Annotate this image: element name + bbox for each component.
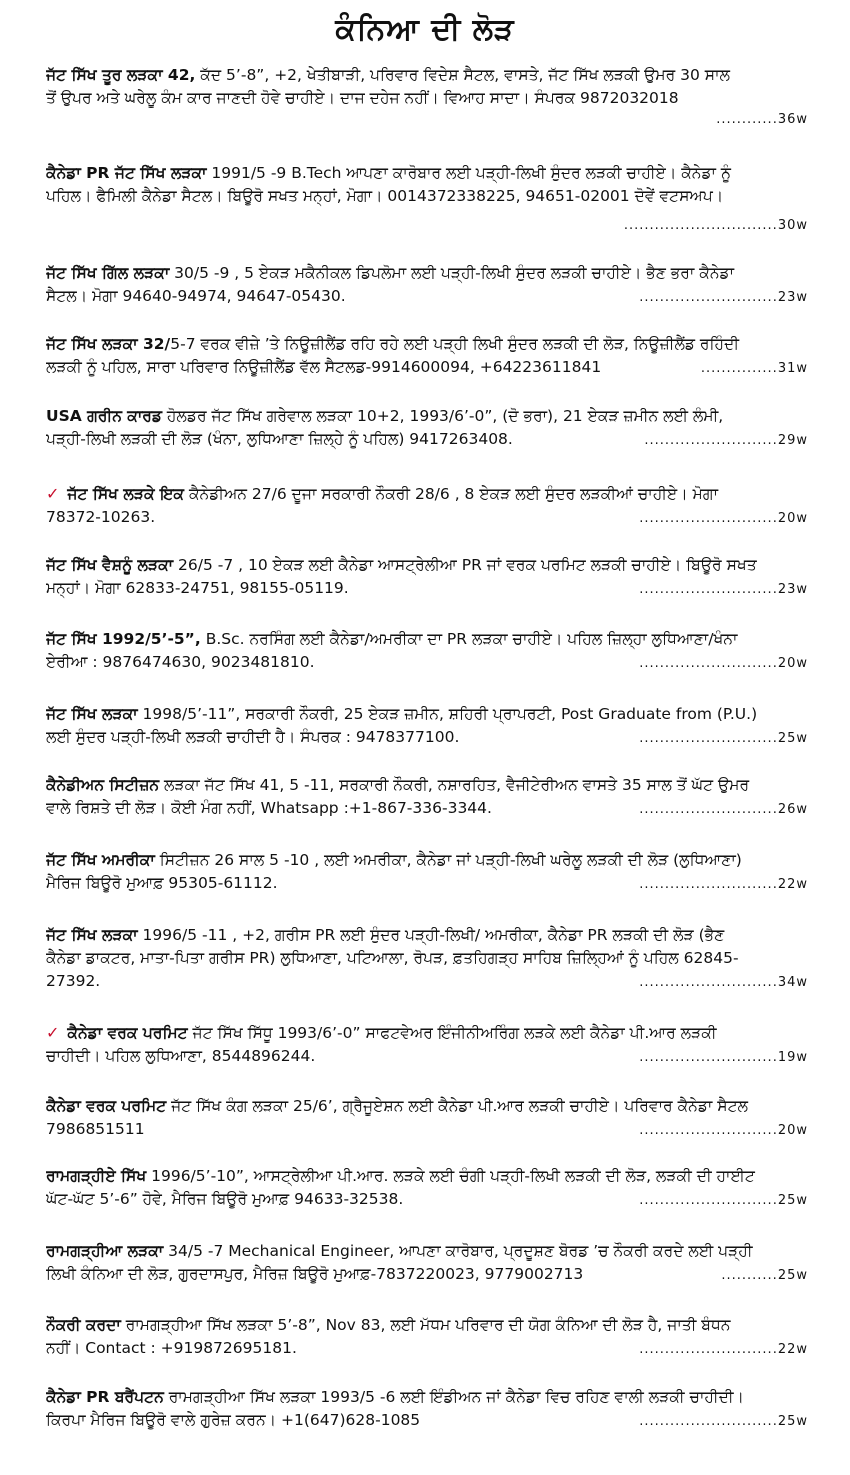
check-icon: ✓	[46, 484, 60, 503]
ad-lead: ਜੱਟ ਸਿੱਖ ਲੜਕੇ ਇਕ	[67, 485, 185, 503]
ad-code: ...............31w	[700, 361, 808, 376]
ad-lead: ਜੱਟ ਸਿੱਖ ਲੜਕਾ	[46, 926, 138, 944]
ad-lead: ਜੱਟ ਸਿੱਖ ਲੜਕਾ 32/	[46, 335, 171, 353]
ad-code: ...........................23w	[639, 290, 808, 305]
ad-text-line2: 78372-10263.	[46, 508, 156, 526]
ad-text: ਰਾਮਗੜ੍ਹੀਆ ਸਿੱਖ ਲੜਕਾ 5’-8”, Nov 83, ਲਈ ਮੱਧਮ ਪਰਿਵਾਰ ਦੀ ਯੋਗ ਕੰਨਿਆ ਦੀ ਲੋੜ ਹੈ, ਜਾਤੀ ਬੰਧਨ	[120, 1316, 731, 1334]
ad-lead: ਕੈਨੇਡਾ ਵਰਕ ਪਰਮਿਟ	[46, 1097, 167, 1115]
ad-5	[46, 405, 808, 451]
ad-lead: ਜੱਟ ਸਿੱਖ 1992/5’-5”,	[46, 630, 201, 648]
ad-code: ..............................30w	[623, 218, 808, 233]
ad-text-line2: ਲਈ ਸੁੰਦਰ ਪੜ੍ਹੀ-ਲਿਖੀ ਲੜਕੀ ਚਾਹੀਦੀ ਹੈ। ਸੰਪਰਕ : 9478377100.	[46, 728, 460, 746]
ad-lead: ਰਾਮਗੜ੍ਹੀਏ ਸਿੱਖ	[46, 1167, 147, 1185]
ad-text: ਹੋਲਡਰ ਜੱਟ ਸਿੱਖ ਗਰੇਵਾਲ ਲੜਕਾ 10+2, 1993/6’-0”, (ਦੋ ਭਰਾ), 21 ਏਕੜ ਜ਼ਮੀਨ ਲਈ ਲੰਮੀ,	[161, 407, 724, 425]
ad-text: 5-7 ਵਰਕ ਵੀਜ਼ੇ ’ਤੇ ਨਿਊਜ਼ੀਲੈਂਡ ਰਹਿ ਰਹੇ ਲਈ ਪੜ੍ਹੀ ਲਿਖੀ ਸੁੰਦਰ ਲੜਕੀ ਦੀ ਲੋੜ, ਨਿਊਜ਼ੀਲੈਂਡ ਰਹਿੰਦੀ	[170, 335, 739, 353]
ad-text-line2: ਨਹੀਂ। Contact : +919872695181.	[46, 1339, 297, 1357]
ad-15	[46, 1165, 808, 1211]
ad-11	[46, 849, 808, 895]
ad-code: ...........................22w	[639, 877, 808, 892]
ad-1	[46, 64, 808, 130]
ad-code: ..........................29w	[644, 433, 808, 448]
ad-code: ...........................20w	[639, 1123, 808, 1138]
ad-code: ...........................20w	[639, 511, 808, 526]
ad-text-line2: ਘੱਟ-ਘੱਟ 5’-6” ਹੋਵੇ, ਮੈਰਿਜ ਬਿਊਰੋ ਮੁਆਫ਼ 94633-32538.	[46, 1190, 404, 1208]
ad-12	[46, 924, 808, 993]
ad-8	[46, 628, 808, 674]
ad-text-line2: ਤੋਂ ਉਪਰ ਅਤੇ ਘਰੇਲੂ ਕੰਮ ਕਾਰ ਜਾਣਦੀ ਹੋਵੇ ਚਾਹੀਏ। ਦਾਜ ਦਹੇਜ ਨਹੀਂ। ਵਿਆਹ ਸਾਦਾ। ਸੰਪਰਕ 9872032018	[46, 89, 679, 107]
ad-7	[46, 554, 808, 600]
ad-text: B.Sc. ਨਰਸਿੰਗ ਲਈ ਕੈਨੇਡਾ/ਅਮਰੀਕਾ ਦਾ PR ਲੜਕਾ ਚਾਹੀਏ। ਪਹਿਲ ਜ਼ਿਲ੍ਹਾ ਲੁਧਿਆਣਾ/ਖੰਨਾ	[200, 630, 738, 648]
ad-lead: ਜੱਟ ਸਿੱਖ ਗਿੱਲ ਲੜਕਾ	[46, 264, 170, 282]
ad-lead: ਜੱਟ ਸਿੱਖ ਤੂਰ ਲੜਕਾ 42,	[46, 66, 196, 84]
ad-text-line2: ਲਿਖੀ ਕੰਨਿਆ ਦੀ ਲੋੜ, ਗੁਰਦਾਸਪੁਰ, ਮੈਰਿਜ਼ ਬਿਊਰੋ ਮੁਆਫ਼-7837220023, 9779002713	[46, 1265, 584, 1283]
ad-lead: ਕੈਨੇਡਾ PR ਬਰੈਂਪਟਨ	[46, 1388, 164, 1406]
ad-13	[46, 1021, 808, 1068]
ad-code: ...........................25w	[639, 1414, 808, 1429]
ad-text: 26/5 -7 , 10 ਏਕੜ ਲਈ ਕੈਨੇਡਾ ਆਸਟ੍ਰੇਲੀਆ PR ਜਾਂ ਵਰਕ ਪਰਮਿਟ ਲੜਕੀ ਚਾਹੀਏ। ਬਿਊਰੋ ਸਖਤ	[173, 556, 757, 574]
ad-14	[46, 1095, 808, 1141]
ad-text: 34/5 -7 Mechanical Engineer, ਆਪਣਾ ਕਾਰੋਬਾਰ, ਪ੍ਰਦੂਸ਼ਣ ਬੋਰਡ ’ਚ ਨੌਕਰੀ ਕਰਦੇ ਲਈ ਪੜ੍ਹੀ	[163, 1242, 753, 1260]
ad-text-line2: ਪਹਿਲ। ਫੈਮਿਲੀ ਕੈਨੇਡਾ ਸੈਟਲ। ਬਿਊਰੋ ਸਖਤ ਮਨ੍ਹਾਂ, ਮੋਗਾ। 0014372338225, 94651-02001 ਦੋਵੇਂ ਵਟਸਅਪ।	[46, 187, 724, 205]
ad-lead: ਨੌਕਰੀ ਕਰਦਾ	[46, 1316, 121, 1334]
ad-lead: ਕੈਨੇਡਾ PR ਜੱਟ ਸਿੱਖ ਲੜਕਾ	[46, 164, 207, 182]
ad-text-line2: ਵਾਲੇ ਰਿਸ਼ਤੇ ਦੀ ਲੋੜ। ਕੋਈ ਮੰਗ ਨਹੀਂ, Whatsapp :+1-867-336-3344.	[46, 799, 492, 817]
ad-lead: ਜੱਟ ਸਿੱਖ ਅਮਰੀਕਾ	[46, 851, 155, 869]
ad-10	[46, 774, 808, 820]
ad-code: ...........................22w	[639, 1342, 808, 1357]
ad-text: 1998/5’-11”, ਸਰਕਾਰੀ ਨੌਕਰੀ, 25 ਏਕੜ ਜ਼ਮੀਨ, ਸ਼ਹਿਰੀ ਪ੍ਰਾਪਰਟੀ, Post Graduate from (P.U.)	[137, 705, 758, 723]
ad-text-line2: ਕਿਰਪਾ ਮੈਰਿਜ ਬਿਊਰੋ ਵਾਲੇ ਗੁਰੇਜ਼ ਕਰਨ। +1(647)628-1085	[46, 1411, 421, 1429]
ad-text-line2: ਪੜ੍ਹੀ-ਲਿਖੀ ਲੜਕੀ ਦੀ ਲੋੜ (ਖੰਨਾ, ਲੁਧਿਆਣਾ ਜ਼ਿਲ੍ਹੇ ਨੂੰ ਪਹਿਲ) 9417263408.	[46, 430, 513, 448]
ad-lead: ਜੱਟ ਸਿੱਖ ਲੜਕਾ	[46, 705, 138, 723]
ad-text: ਕੱਦ 5’-8”, +2, ਖੇਤੀਬਾੜੀ, ਪਰਿਵਾਰ ਵਿਦੇਸ਼ ਸੈਟਲ, ਵਾਸਤੇ, ਜੱਟ ਸਿੱਖ ਲੜਕੀ ਉਮਰ 30 ਸਾਲ	[195, 66, 730, 84]
ad-code: ...........................20w	[639, 656, 808, 671]
check-icon: ✓	[46, 1023, 60, 1042]
ad-text-line2: ਲੜਕੀ ਨੂੰ ਪਹਿਲ, ਸਾਰਾ ਪਰਿਵਾਰ ਨਿਊਜ਼ੀਲੈਂਡ ਵੱਲ ਸੈਟਲਡ-9914600094, +64223611841	[46, 358, 602, 376]
ad-lead: USA ਗਰੀਨ ਕਾਰਡ	[46, 407, 162, 425]
ad-text-line2: ਮੈਰਿਜ ਬਿਊਰੋ ਮੁਆਫ਼ 95305-61112.	[46, 874, 278, 892]
ad-text-line2: ਚਾਹੀਦੀ। ਪਹਿਲ ਲੁਧਿਆਣਾ, 8544896244.	[46, 1047, 316, 1065]
ad-text-line3: 27392.	[46, 972, 101, 990]
ad-lead: ਕੈਨੇਡਾ ਵਰਕ ਪਰਮਿਟ	[67, 1024, 188, 1042]
ad-4	[46, 333, 808, 379]
ad-lead: ਰਾਮਗੜ੍ਹੀਆ ਲੜਕਾ	[46, 1242, 164, 1260]
ad-text: ਕੈਨੇਡੀਅਨ 27/6 ਦੂਜਾ ਸਰਕਾਰੀ ਨੌਕਰੀ 28/6 , 8 ਏਕੜ ਲਈ ਸੁੰਦਰ ਲੜਕੀਆਂ ਚਾਹੀਏ। ਮੋਗਾ	[184, 485, 719, 503]
ad-lead: ਕੈਨੇਡੀਅਨ ਸਿਟੀਜ਼ਨ	[46, 776, 160, 794]
page-title: ਕੰਨਿਆ ਦੀ ਲੋੜ	[335, 12, 515, 47]
ad-text-line2: ਸੈਟਲ। ਮੋਗਾ 94640-94974, 94647-05430.	[46, 287, 346, 305]
ad-18	[46, 1386, 808, 1432]
ad-text-line2: ਏਰੀਆ : 9876474630, 9023481810.	[46, 653, 315, 671]
ad-code: ...........................34w	[639, 975, 808, 990]
ad-text: ਜੱਟ ਸਿੱਖ ਕੰਗ ਲੜਕਾ 25/6’, ਗ੍ਰੈਜੂਏਸ਼ਨ ਲਈ ਕੈਨੇਡਾ ਪੀ.ਆਰ ਲੜਕੀ ਚਾਹੀਏ। ਪਰਿਵਾਰ ਕੈਨੇਡਾ ਸੈਟਲ	[166, 1097, 749, 1115]
ad-9	[46, 703, 808, 749]
ad-code: ...........................19w	[639, 1050, 808, 1065]
ad-code: ...........................25w	[639, 731, 808, 746]
ad-code: ............36w	[716, 112, 808, 127]
ad-text: ਸਿਟੀਜ਼ਨ 26 ਸਾਲ 5 -10 , ਲਈ ਅਮਰੀਕਾ, ਕੈਨੇਡਾ ਜਾਂ ਪੜ੍ਹੀ-ਲਿਖੀ ਘਰੇਲੂ ਲੜਕੀ ਦੀ ਲੋੜ (ਲੁਧਿਆਣਾ)	[154, 851, 742, 869]
ad-17	[46, 1314, 808, 1360]
ad-text: 1996/5’-10”, ਆਸਟ੍ਰੇਲੀਆ ਪੀ.ਆਰ. ਲੜਕੇ ਲਈ ਚੰਗੀ ਪੜ੍ਹੀ-ਲਿਖੀ ਲੜਕੀ ਦੀ ਲੋੜ, ਲੜਕੀ ਦੀ ਹਾਈਟ	[146, 1167, 755, 1185]
ad-text-line2: 7986851511	[46, 1120, 145, 1138]
ad-16	[46, 1240, 808, 1286]
ad-text: 1996/5 -11 , +2, ਗਰੀਸ PR ਲਈ ਸੁੰਦਰ ਪੜ੍ਹੀ-ਲਿਖੀ/ ਅਮਰੀਕਾ, ਕੈਨੇਡਾ PR ਲੜਕੀ ਦੀ ਲੋੜ (ਭੈਣ	[137, 926, 725, 944]
ad-code: ...........................23w	[639, 582, 808, 597]
ad-text: 1991/5 -9 B.Tech ਆਪਣਾ ਕਾਰੋਬਾਰ ਲਈ ਪੜ੍ਹੀ-ਲਿਖੀ ਸੁੰਦਰ ਲੜਕੀ ਚਾਹੀਏ। ਕੈਨੇਡਾ ਨੂੰ	[206, 164, 731, 182]
ad-text-line2: ਕੈਨੇਡਾ ਡਾਕਟਰ, ਮਾਤਾ-ਪਿਤਾ ਗਰੀਸ PR) ਲੁਧਿਆਣਾ, ਪਟਿਆਲਾ, ਰੋਪੜ, ਫ਼ਤਹਿਗੜ੍ਹ ਸਾਹਿਬ ਜ਼ਿਲ੍ਹਿਆਂ ਨੂੰ ਪਹਿਲ 62845-	[46, 949, 739, 967]
ad-code: ...........25w	[721, 1268, 808, 1283]
ad-text: ਰਾਮਗੜ੍ਹੀਆ ਸਿੱਖ ਲੜਕਾ 1993/5 -6 ਲਈ ਇੰਡੀਅਨ ਜਾਂ ਕੈਨੇਡਾ ਵਿਚ ਰਹਿਣ ਵਾਲੀ ਲੜਕੀ ਚਾਹੀਦੀ।	[163, 1388, 744, 1406]
ad-text: 30/5 -9 , 5 ਏਕੜ ਮਕੈਨੀਕਲ ਡਿਪਲੋਮਾ ਲਈ ਪੜ੍ਹੀ-ਲਿਖੀ ਸੁੰਦਰ ਲੜਕੀ ਚਾਹੀਏ। ਭੈਣ ਭਰਾ ਕੈਨੇਡਾ	[169, 264, 735, 282]
ad-6	[46, 482, 808, 529]
ad-code: ...........................26w	[639, 802, 808, 817]
ad-text: ਲੜਕਾ ਜੱਟ ਸਿੱਖ 41, 5 -11, ਸਰਕਾਰੀ ਨੌਕਰੀ, ਨਸ਼ਾਰਹਿਤ, ਵੈਜੀਟੇਰੀਅਨ ਵਾਸਤੇ 35 ਸਾਲ ਤੋਂ ਘੱਟ ਉਮਰ	[159, 776, 750, 794]
ad-2	[46, 162, 808, 236]
ad-3	[46, 262, 808, 308]
ad-code: ...........................25w	[639, 1193, 808, 1208]
ad-text: ਜੱਟ ਸਿੱਖ ਸਿੱਧੂ 1993/6’-0” ਸਾਫਟਵੇਅਰ ਇੰਜੀਨੀਅਰਿੰਗ ਲੜਕੇ ਲਈ ਕੈਨੇਡਾ ਪੀ.ਆਰ ਲੜਕੀ	[187, 1024, 717, 1042]
ad-text-line2: ਮਨ੍ਹਾਂ। ਮੋਗਾ 62833-24751, 98155-05119.	[46, 579, 349, 597]
ad-lead: ਜੱਟ ਸਿੱਖ ਵੈਸ਼ਨੂੰ ਲੜਕਾ	[46, 556, 174, 574]
